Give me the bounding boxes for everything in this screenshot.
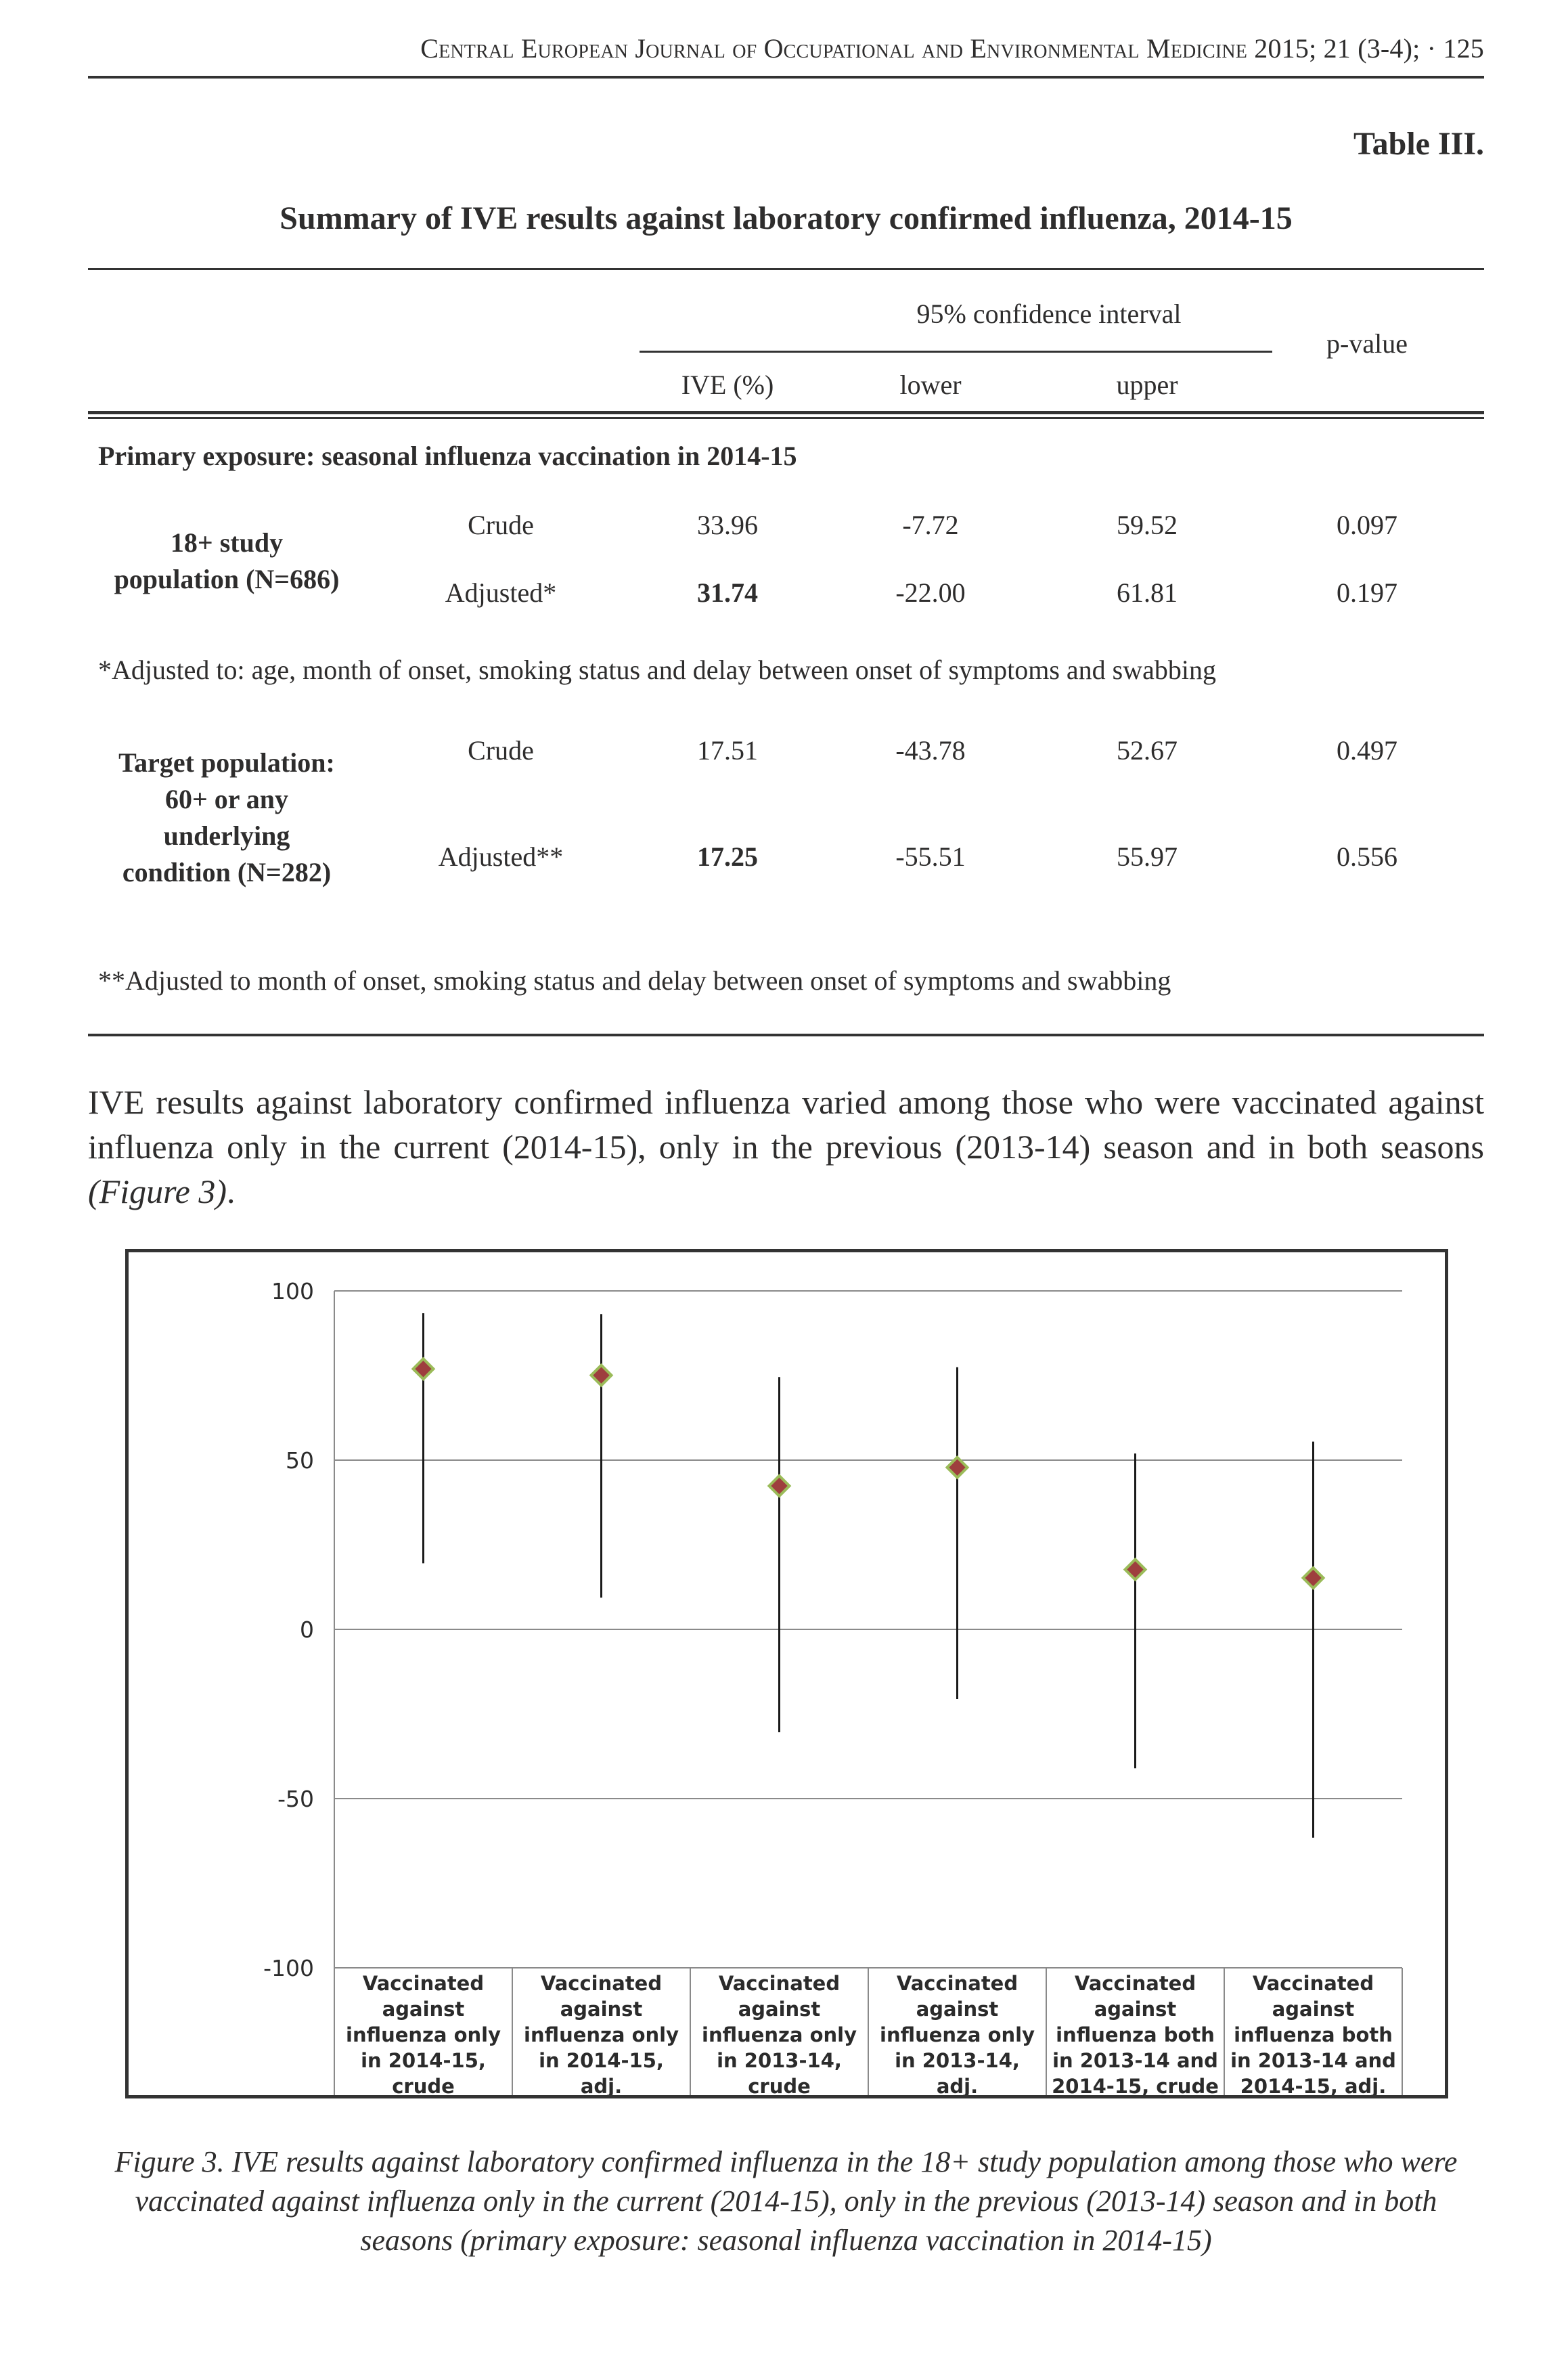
group-label-target: [88, 745, 365, 891]
ve-marker: [769, 1476, 790, 1496]
row-type: Crude: [468, 735, 534, 766]
ive-value: 33.96: [697, 510, 758, 540]
category-label: Vaccinated: [540, 1972, 663, 1995]
group-label-line: condition (N=282): [122, 857, 332, 887]
ve-marker: [591, 1365, 612, 1386]
category-label: in 2014-15,: [361, 2049, 486, 2072]
upper-value: 59.52: [1117, 510, 1178, 540]
category-label: 2014-15, adj.: [1240, 2075, 1387, 2095]
upper-header: upper: [1116, 370, 1178, 400]
ive-header: IVE (%): [681, 370, 774, 400]
category-label: influenza only: [346, 2023, 501, 2046]
ive-value: 17.25: [697, 841, 758, 872]
ve-marker: [413, 1359, 434, 1379]
category-label: in 2014-15,: [539, 2049, 664, 2072]
row-type: Crude: [468, 510, 534, 540]
category-label: crude: [748, 2075, 811, 2095]
upper-value: 55.97: [1117, 841, 1178, 872]
ive-value: 17.51: [697, 735, 758, 766]
running-head: Central European Journal of Occupational and Environmental Medicine 2015; 21 (3-4); · 125: [420, 33, 1484, 64]
category-label: 2014-15, crude: [1052, 2075, 1219, 2095]
ve-marker: [1125, 1560, 1146, 1580]
category-label: against: [738, 1998, 821, 2021]
y-tick-label: 100: [271, 1278, 314, 1304]
category-label: in 2013-14 and: [1052, 2049, 1218, 2072]
ci-group-rule: [640, 351, 1272, 353]
header-double-rule-1: [88, 411, 1484, 414]
ve-errorbar-chart: [129, 1252, 1445, 2095]
upper-value: 52.67: [1117, 735, 1178, 766]
lower-value: -7.72: [902, 510, 959, 540]
ci-group-header: 95% confidence interval: [916, 299, 1182, 329]
ive-value: 31.74: [697, 577, 758, 608]
category-label: Vaccinated: [1252, 1972, 1374, 1995]
footnote-adjusted: *Adjusted to: age, month of onset, smoking status and delay between onset of symptoms and swabbing: [98, 655, 1216, 685]
paragraph-text: IVE results against laboratory confirmed influenza varied among those who were vaccinated against influenza only in the current (2014-15), only in the previous (2013-14) season and in both seasons: [88, 1083, 1484, 1166]
paragraph-end: .: [227, 1172, 236, 1210]
header-rule: [88, 76, 1484, 79]
category-label: against: [1094, 1998, 1177, 2021]
pvalue-value: 0.097: [1337, 510, 1397, 540]
category-label: influenza only: [880, 2023, 1035, 2046]
category-label: influenza both: [1056, 2023, 1215, 2046]
group-label-line: Target population:: [118, 747, 335, 778]
header-double-rule-2: [88, 417, 1484, 419]
pvalue-value: 0.197: [1337, 577, 1397, 608]
category-label: adj.: [936, 2075, 979, 2095]
pvalue-value: 0.497: [1337, 735, 1397, 766]
category-label: against: [916, 1998, 999, 2021]
group-label-line: 18+ study: [170, 527, 284, 558]
y-tick-label: 50: [286, 1447, 314, 1474]
lower-value: -22.00: [895, 577, 966, 608]
category-label: influenza only: [702, 2023, 857, 2046]
footnote-adjusted-2: **Adjusted to month of onset, smoking status and delay between onset of symptoms and swabbing: [98, 965, 1171, 996]
section-heading: Primary exposure: seasonal influenza vaccination in 2014-15: [98, 441, 797, 471]
caption-line: Figure 3. IVE results against laboratory confirmed influenza in the 18+ study population among those who were: [114, 2145, 1458, 2178]
category-label: in 2013-14 and: [1230, 2049, 1396, 2072]
figure-frame: [125, 1249, 1448, 2098]
body-paragraph: [88, 1080, 1484, 1214]
y-tick-label: -50: [277, 1786, 314, 1812]
lower-value: -55.51: [895, 841, 966, 872]
category-label: influenza only: [524, 2023, 679, 2046]
caption-line: vaccinated against influenza only in the current (2014-15), only in the previous (2013-14) season and in both: [135, 2184, 1437, 2218]
lower-value: -43.78: [895, 735, 966, 766]
category-label: influenza both: [1234, 2023, 1393, 2046]
category-label: against: [1272, 1998, 1355, 2021]
group-label-line: 60+ or any: [164, 784, 289, 814]
figure-caption: [88, 2142, 1484, 2260]
pvalue-header: p-value: [1326, 328, 1408, 359]
category-label: in 2013-14,: [895, 2049, 1020, 2072]
table-title: Summary of IVE results against laboratory confirmed influenza, 2014-15: [279, 200, 1293, 236]
table-bottom-rule: [88, 1034, 1484, 1036]
ve-marker: [1303, 1568, 1324, 1588]
lower-header: lower: [899, 370, 962, 400]
row-type: Adjusted*: [445, 577, 557, 608]
row-type: Adjusted**: [438, 841, 564, 872]
upper-value: 61.81: [1117, 577, 1178, 608]
category-label: against: [560, 1998, 643, 2021]
group-label-line: underlying: [163, 820, 290, 851]
category-label: Vaccinated: [1074, 1972, 1196, 1995]
group-label-18plus: [88, 525, 365, 598]
caption-line: seasons (primary exposure: seasonal influenza vaccination in 2014-15): [360, 2224, 1212, 2257]
table-top-rule: [88, 268, 1484, 270]
category-label: adj.: [580, 2075, 623, 2095]
category-label: Vaccinated: [718, 1972, 841, 1995]
category-label: crude: [392, 2075, 455, 2095]
table-label: Table III.: [1353, 126, 1484, 162]
category-label: in 2013-14,: [717, 2049, 842, 2072]
y-tick-label: -100: [263, 1955, 314, 1981]
category-label: against: [382, 1998, 465, 2021]
group-label-line: population (N=686): [114, 564, 340, 594]
category-label: Vaccinated: [896, 1972, 1018, 1995]
category-label: Vaccinated: [362, 1972, 485, 1995]
pvalue-value: 0.556: [1337, 841, 1397, 872]
figure-reference: (Figure 3): [88, 1172, 227, 1210]
y-tick-label: 0: [300, 1617, 314, 1643]
